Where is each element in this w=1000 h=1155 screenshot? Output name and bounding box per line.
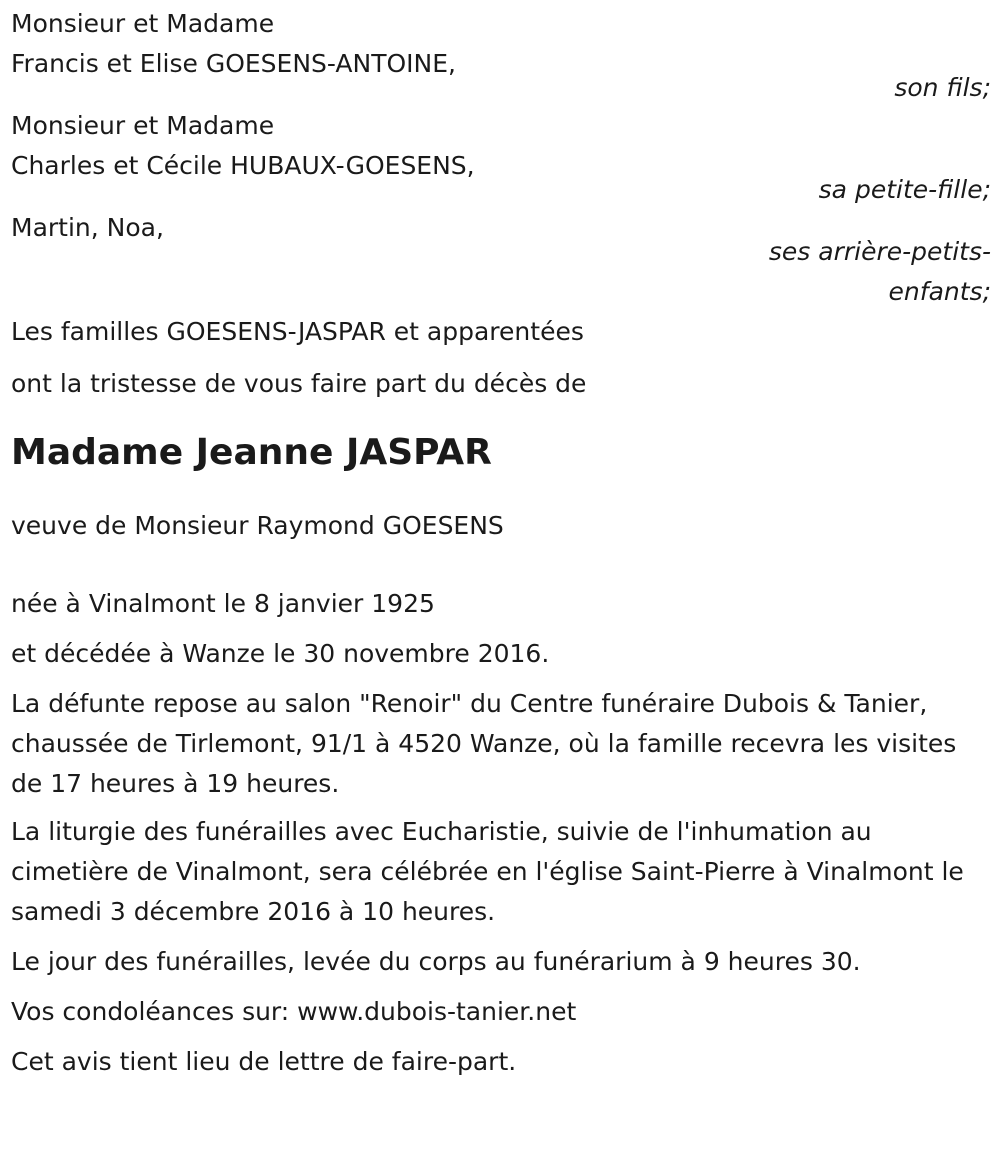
family-names: Francis et Elise GOESENS-ANTOINE, bbox=[11, 49, 456, 78]
family-role-line2: enfants; bbox=[888, 277, 991, 306]
family-granddaughter bbox=[11, 106, 991, 210]
family-greatgrandchildren bbox=[11, 208, 991, 312]
birth-line: née à Vinalmont le 8 janvier 1925 bbox=[11, 589, 435, 618]
family-role: son fils; bbox=[894, 73, 991, 102]
obituary-notice bbox=[11, 4, 991, 1082]
family-names: Charles et Cécile HUBAUX-GOESENS, bbox=[11, 151, 475, 180]
notice-line: Cet avis tient lieu de lettre de faire-part. bbox=[11, 1047, 517, 1076]
family-title: Monsieur et Madame bbox=[11, 9, 275, 38]
death-line: et décédée à Wanze le 30 novembre 2016. bbox=[11, 639, 550, 668]
liturgy-paragraph: La liturgie des funérailles avec Eucharistie, suivie de l'inhumation au cimetière de Vinalmont, sera célébrée en l'église Saint-Pierre à Vinalmont le samedi 3 décembre 2016 à 10 heures. bbox=[11, 817, 964, 926]
condolences-line: Vos condoléances sur: www.dubois-tanier.net bbox=[11, 997, 577, 1026]
salon-paragraph: La défunte repose au salon "Renoir" du Centre funéraire Dubois & Tanier, chaussée de Tirlemont, 91/1 à 4520 Wanze, où la famille recevra les visites de 17 heures à 19 heures. bbox=[11, 689, 957, 798]
families-line: Les familles GOESENS-JASPAR et apparentées bbox=[11, 317, 584, 346]
family-title: Monsieur et Madame bbox=[11, 111, 275, 140]
widow-of: veuve de Monsieur Raymond GOESENS bbox=[11, 511, 504, 540]
family-son bbox=[11, 4, 991, 108]
family-role: sa petite-fille; bbox=[818, 175, 991, 204]
deceased-name: Madame Jeanne JASPAR bbox=[11, 432, 492, 473]
family-names: Martin, Noa, bbox=[11, 213, 164, 242]
family-role-line1: ses arrière-petits- bbox=[768, 237, 991, 266]
announcement: ont la tristesse de vous faire part du décès de bbox=[11, 369, 587, 398]
levee-line: Le jour des funérailles, levée du corps au funérarium à 9 heures 30. bbox=[11, 947, 861, 976]
